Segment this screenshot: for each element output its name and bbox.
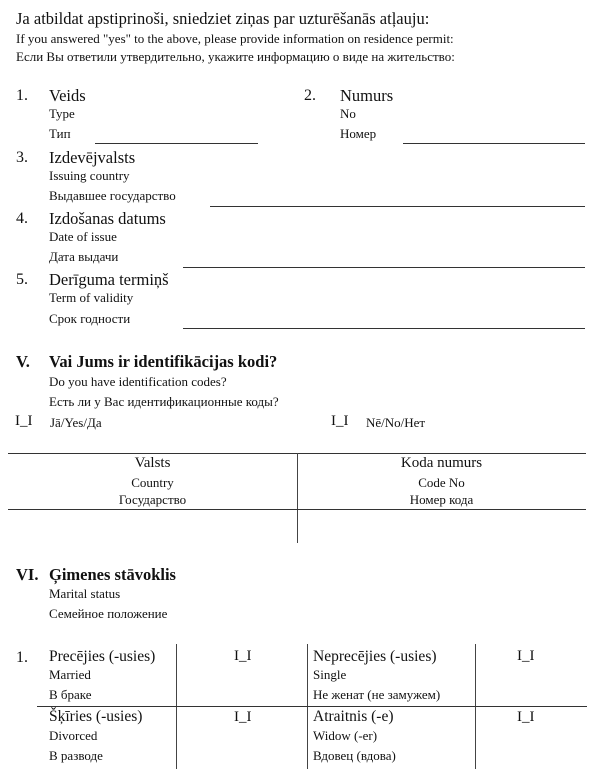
checkbox-divorced[interactable]: I_I [234, 709, 252, 725]
column-header-en: Country [131, 475, 174, 490]
checkbox-single[interactable]: I_I [517, 648, 535, 664]
field-label-en: Term of validity [49, 290, 134, 305]
column-header-lv: Valsts [134, 455, 171, 471]
column-header-ru: Государство [118, 492, 187, 507]
column-header-ru: Номер кода [409, 492, 474, 507]
option-label-ru: В разводе [49, 748, 103, 763]
checkbox-yes[interactable]: I_I [15, 413, 33, 429]
field-number: 3. [16, 149, 28, 166]
country-cell[interactable] [8, 511, 296, 543]
option-label-lv: Neprecējies (-usies) [313, 648, 437, 665]
field-label-lv: Numurs [340, 86, 394, 105]
option-label-en: Widow (-er) [313, 728, 378, 743]
option-label-en: Divorced [49, 728, 98, 743]
field-number: 1. [16, 87, 28, 104]
section-numeral: VI. [16, 565, 39, 584]
field-number: 5. [16, 271, 28, 288]
field-label-ru: Дата выдачи [49, 249, 119, 264]
date-of-issue-input-line[interactable] [183, 267, 585, 268]
field-number: 2. [304, 87, 316, 104]
option-label-ru: В браке [49, 687, 92, 702]
option-label-lv: Precējies (-usies) [49, 648, 156, 665]
section-title-ru: Есть ли у Вас идентификационные коды? [49, 394, 279, 409]
option-label-en: Single [313, 667, 347, 682]
column-header-lv: Koda numurs [400, 455, 483, 471]
intro-en: If you answered "yes" to the above, please provide information on residence permit: [16, 31, 454, 46]
field-label-lv: Derīguma termiņš [49, 270, 169, 289]
checkbox-married[interactable]: I_I [234, 648, 252, 664]
field-label-en: Date of issue [49, 229, 117, 244]
field-label-lv: Izdevējvalsts [49, 148, 136, 167]
checkbox-widowed[interactable]: I_I [517, 709, 535, 725]
field-label-ru: Тип [49, 126, 71, 141]
code-no-cell[interactable] [299, 511, 586, 543]
field-label-en: Type [49, 106, 75, 121]
column-header-en: Code No [418, 475, 465, 490]
intro-lv: Ja atbildat apstiprinoši, sniedziet ziņas par uzturēšanās atļauju: [16, 9, 430, 28]
field-label-ru: Номер [340, 126, 377, 141]
section-numeral: V. [16, 352, 30, 371]
checkbox-no[interactable]: I_I [331, 413, 349, 429]
field-number: 4. [16, 210, 28, 227]
section-title-lv: Ģimenes stāvoklis [49, 565, 176, 584]
field-label-ru: Выдавшее государство [49, 188, 176, 203]
option-label-ru: Не женат (не замужем) [313, 687, 441, 702]
field-label-ru: Срок годности [49, 311, 131, 326]
section-title-en: Do you have identification codes? [49, 374, 227, 389]
field-label-en: Issuing country [49, 168, 130, 183]
field-label-lv: Izdošanas datums [49, 209, 166, 228]
option-label-ru: Вдовец (вдова) [313, 748, 396, 763]
section-title-en: Marital status [49, 586, 121, 601]
field-label-en: No [340, 106, 356, 121]
intro-ru: Если Вы ответили утвердительно, укажите информацию о виде на жительство: [16, 49, 455, 64]
field-label-lv: Veids [49, 86, 86, 105]
grid-row-divider [37, 706, 587, 707]
issuing-country-input-line[interactable] [210, 206, 585, 207]
option-label-lv: Šķīries (-usies) [49, 708, 143, 725]
section-title-ru: Семейное положение [49, 606, 168, 621]
section-title-lv: Vai Jums ir identifikācijas kodi? [49, 352, 278, 371]
type-input-line[interactable] [95, 143, 258, 144]
table-header-border [8, 509, 586, 510]
item-number: 1. [16, 649, 28, 666]
option-label-en: Married [49, 667, 91, 682]
term-of-validity-input-line[interactable] [183, 328, 585, 329]
option-no-label: Nē/No/Нет [366, 415, 426, 430]
option-label-lv: Atraitnis (-e) [313, 708, 394, 725]
number-input-line[interactable] [403, 143, 585, 144]
option-yes-label: Jā/Yes/Да [50, 415, 102, 430]
